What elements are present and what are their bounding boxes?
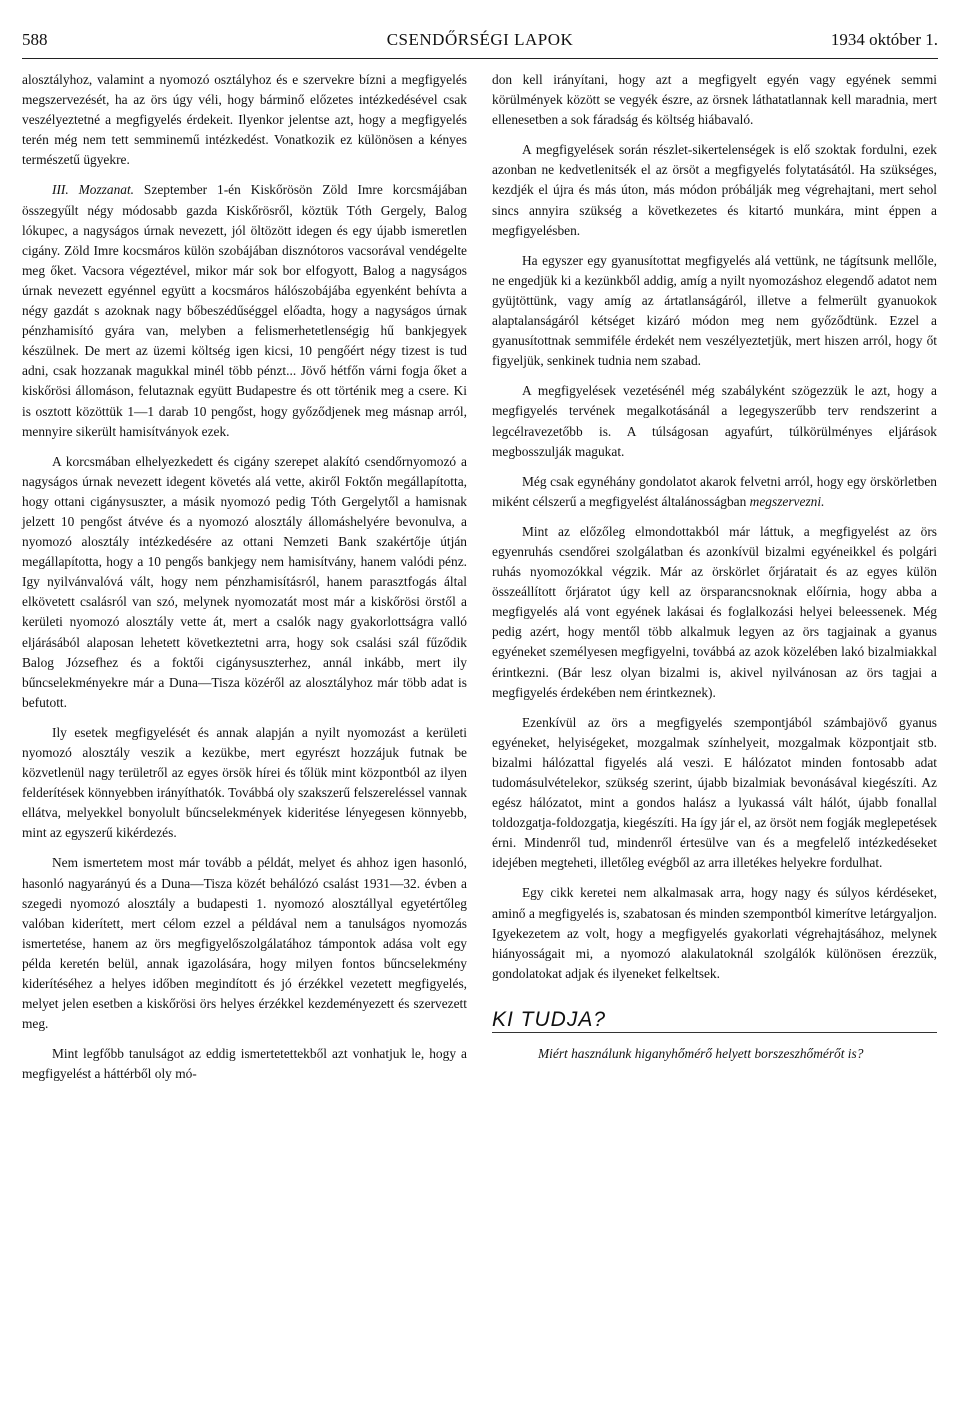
right-column <box>492 70 937 1065</box>
right-paragraph-8: Egy cikk keretei nem alkalmasak arra, hogy nagy és súlyos kérdéseket, aminő a megfigyelés is, szabatosan és minden szempontból kimerítve letárgyaljon. Igyekezetem az volt, hogy a megfigyelés gyakorlati végrehajtásához, melynek hiányosságait mi, a nyomozó alakulatoknál szolgálók különösen érezzük, gondolatokat adjak és ilyeneket felkeltsek. <box>492 885 937 981</box>
right-paragraph-4: A megfigyelések vezetésénél még szabályként szögezzük le azt, hogy a megfigyelés tervének megalkotásánál a legegyszerűbb terv rendszerint a legcélravezetőbb is. A túlságosan agyafúrt, túlkörülményes eljárások megbosszulják magukat. <box>492 383 937 459</box>
right-paragraph-3: Ha egyszer egy gyanusítottat megfigyelés alá vettünk, ne tágítsunk mellőle, ne engedjük ki a kezünkből addig, amíg a nyilt nyomozáshoz elegendő adatot nem gyüjtöttünk, vagy amíg az ártatlanságáról, illetve a felmerült gyanuokok alaptalanságáról kétséget kizáró módon meg nem győződtünk. Ezzel a gyanusítottnak semmiféle érdekét nem veszélyeztetjük, mert hiszen arról, hogy őt figyeljük, senkinek tudnia nem szabad. <box>492 252 937 369</box>
section-heading-iii: III. Mozzanat. <box>52 182 135 198</box>
right-paragraph-6: Mint az előzőleg elmondottakból már láttuk, a megfigyelést az örs egyenruhás csendőrei szolgálatban és azonkívül bizalmi egyéneikkel és polgári ruhás nyomozókkal végzik. Már az örskörlet őrjáratait és az egyes külön összeállított őrjáratot úgy kell az örsparancsnoknak előírnia, hogy abba a megfigyelés alá vont egyének lakásai és foglalkozási helyei beleessenek. Még pedig azért, hogy mentől több alkalmuk legyen az örs tagjainak a gyanus egyéneket személyesen megfigyelni, továbbá az azok közelében lakó bizalmiakkal érintkezni. (Bár lesz olyan bizalmi is, akivel nyilvánosan az örs tagjai a megfigyelés érdekében nem érintkeznek). <box>492 523 937 700</box>
right-paragraph-7: Ezenkívül az örs a megfigyelés szempontjából számbajövő gyanus egyéneket, helyiségeket, mozgalmak színhelyeit, mozgalmak központjait stb. bizalmi hálózattal figyelés alá veszi. E hálózatot minden fontosabb adat tudomásulvételekor, szükség szerint, újabb bizalmiak bevonásával kiegészíti. Az egész hálózatot, mint a gondos halász a lyukassá vált hálót, újabb fonallal toldozgatja-foldozgatja, kiegészíti. Ha így jár el, az örsöt nem fogják meglepetések érni. Mindenről tud, mindenről értesülve van és a megfelelő intézkedéseket idejében megteheti, illetőleg evégből az arra illetékes helyekre fordulhat. <box>492 714 937 871</box>
left-paragraph-2-text: Szeptember 1-én Kiskőrösön Zöld Imre korcsmájában összegyűlt négy módosabb gazda Kiskőrösről, köztük Tóth Gergely, Balog lókupec, a nagyságos úrnak nevezett, jól öltözött idegen és egy újabb ismeretlen cigány. Zöld Imre kocsmáros külön szobájában disznótoros vacsorával vendégelte meg őket. Vacsora végeztével, mikor már sok bor elfogyott, Balog a nagyságos úrnak nevezett egyénnel együtt a kocsmáros hálószobájába egyenként behívta a négy gazdát s azoknak nagy bőbeszédűséggel előadta, hogy a nagyságos úrnak pénzhamisító gyára van, melyben a felismerhetetlenségig hű bankjegyek készülnek. De mert az üzemi költség igen kicsi, 10 pengőért négy tizest is tud adni, csak hozzanak magukkal minél több pénzt... Jövő hétfőn várni fogja őket a kiskőrösi állomáson, felutaznak együtt Budapestre és ott történik meg a csere. Ki is osztott közöttük 1—1 darab 10 pengőst, hogy győződjenek meg másnap arról, mennyire sikerült hamisítványok ezek. <box>22 182 468 439</box>
right-paragraph-1: don kell irányítani, hogy azt a megfigyelt egyén vagy egyének semmi körülmények között se vegyék észre, az örsnek láthatatlannak kell maradnia, mert ellenesetben a sok fáradság és költség hiábavaló. <box>492 72 937 128</box>
ki-tudja-title: KI TUDJA? <box>492 1007 607 1031</box>
left-paragraph-1: alosztályhoz, valamint a nyomozó osztályhoz és e szervekre bízni a megfigyelés megszervezését, ha az örs úgy véli, hogy bárminő előzetes intézkedésével csak veszélyeztetné a megfigyelés érdekeit. Ilyenkor jelentse azt, hogy a megfigyelés terén még nem tett semminemű intézkedést. Vonatkozik ez különösen a kényes természetű ügyekre. <box>22 72 467 168</box>
left-paragraph-3: A korcsmában elhelyezkedett és cigány szerepet alakító csendőrnyomozó a nagyságos úrnak nevezett idegent követés alá vette, akiről Foktőn megállapította, hogy ottani cigánysuszter, a másik nyomozó pedig Tóth Gergelytől a hamisnak jelzett 10 pengőst átvéve és a nyomozó alosztály állomáshelyére bevonulva, a nyomozó alosztály intézkedésére az ottani Nemzeti Bank szakértője útján megállapította, hogy a 10 pengős bankjegy nem hamisítvány, hanem valódi pénz. Igy nyilvánvalóvá vált, hogy nem pénzhamisításról, hanem parasztfogás által elkövetett csalásról van szó, melynek nyomozatát most már a kiskőrösi örstől a kerületi nyomozó alosztály vette át, mert a csalók nagy gyakorlottságra valló eljárásából alaposan lehetett következtetni arra, hogy sok csalási szál fűződik Balog Józsefhez és a foktői cigánysuszterhez, annál inkább, mert ily bűncselekményekre már a Duna—Tisza közéről az alosztályhoz már több adat is befutott. <box>22 453 467 710</box>
left-column <box>22 70 467 1085</box>
ki-tudja-question: Miért használunk higanyhőmérő helyett borszeszhőmérőt is? <box>538 1046 864 1062</box>
right-paragraph-5-text: Még csak egynéhány gondolatot akarok felvetni arról, hogy egy örskörletben miként célszerű a megfigyelést általánosságban <box>492 473 937 509</box>
ki-tudja-rule <box>492 1032 937 1033</box>
issue-date: 1934 október 1. <box>830 30 938 49</box>
left-paragraph-2 <box>22 180 467 441</box>
left-paragraph-4: Ily esetek megfigyelését és annak alapján a nyilt nyomozást a kerületi nyomozó alosztály veszik a kezükbe, mert egyrészt hozzájuk futnak be közvetlenül nagy területről az egyes örsök hírei és tőlük mint központból az ilyen felderítések könnyebben irányíthatók. Továbbá oly szakszerű felszereléssel vannak ellátva, melyekkel bonyolult bűncselekmények kideritése lényegesen könnyebb, mint az egyszerű kikérdezés. <box>22 724 467 841</box>
right-paragraph-5-emphasis: megszervezni. <box>749 493 825 509</box>
left-paragraph-5: Nem ismertetem most már tovább a példát, melyet és ahhoz igen hasonló, hasonló nagyarányú és a Duna—Tisza közét behálózó csalást 1931—32. évben a szegedi nyomozó alosztály a budapesti 1. nyomozó alosztállyal egyetértőleg valóban kiderített, mert célom ezzel a példával nem a tanulságos nyomozás ismertetése, hanem az örs megfigyelőszolgálatához támpontok adása volt egy példa keretén belül, annak igazolására, hogy milyen fontos bűncselekmény kiderítéséhez a helyes időben megindított és jó érzékkel vezetett megfigyelés, melyet jelen esetben a kiskőrösi örs helyes érzékkel kezdeményezett és szervezett meg. <box>22 855 467 1032</box>
page-number: 588 <box>22 30 48 49</box>
page-header <box>22 30 938 56</box>
header-rule <box>22 58 938 59</box>
right-paragraph-2: A megfigyelések során részlet-sikertelenségek is elő szoktak fordulni, ezek azonban ne kedvetlenitsék el az örsöt a megfigyelés folytatásától. Ha szükséges, kezdjék el újra és más úton, más módon próbálják meg végrehajtani, mert sehol sincs annyira szükség a következetes és kitartó munkára, mint éppen a megfigyelésben. <box>492 142 937 238</box>
right-paragraph-5 <box>492 472 937 512</box>
left-paragraph-6: Mint legfőbb tanulságot az eddig ismertetettekből azt vonhatjuk le, hogy a megfigyelést a háttérből oly mó- <box>22 1046 467 1082</box>
journal-title: CSENDŐRSÉGI LAPOK <box>386 30 574 49</box>
